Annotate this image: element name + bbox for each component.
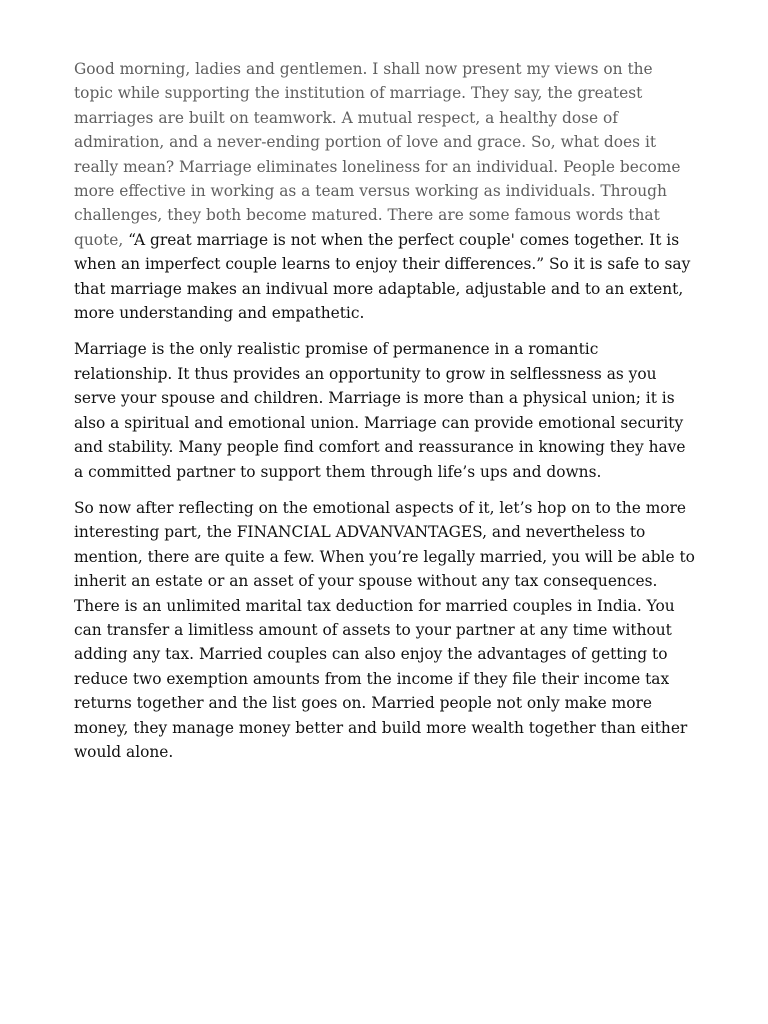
paragraph-financial: So now after reflecting on the emotional aspects of it, let’s hop on to the more interesting part, the FINANCIAL ADVANVANTAGES, and nevertheless to mention, there are quite a few. When you’re legally married, you will be able to inherit an estate or an asset of your spouse without any tax consequences. There is an unlimited marital tax deduction for married couples in India. You can transfer a limitless amount of assets to your partner at any time without adding any tax. Married couples can also enjoy the advantages of getting to reduce two exemption amounts from the income if they file their income tax returns together and the list goes on. Married people not only make more money, they manage money better and build more wealth together than either would alone.	[74, 498, 695, 761]
document-page	[74, 57, 696, 776]
paragraph-permanence: Marriage is the only realistic promise of permanence in a romantic relationship. It thus provides an opportunity to grow in selflessness as you serve your spouse and children. Marriage is more than a physical union; it is also a spiritual and emotional union. Marriage can provide emotional security and stability. Many people find comfort and reassurance in knowing they have a committed partner to support them through life’s ups and downs.	[74, 340, 686, 481]
paragraph-intro-quote-text: “A great marriage is not when the perfect couple' comes together. It is when an imperfect couple learns to enjoy their differences.” So it is safe to say that marriage makes an indivual more adaptable, adjustable and to an extent, more understanding and empathetic.	[74, 230, 691, 323]
paragraph-intro	[74, 57, 696, 325]
paragraph-intro-gray-text: Good morning, ladies and gentlemen. I shall now present my views on the topic while supporting the institution of marriage. They say, the greatest marriages are built on teamwork. A mutual respect, a healthy dose of admiration, and a never-ending portion of love and grace. So, what does it really mean? Marriage eliminates loneliness for an individual. People become more effective in working as a team versus working as individuals. Through challenges, they both become matured. There are some famous words that quote,	[74, 60, 681, 249]
